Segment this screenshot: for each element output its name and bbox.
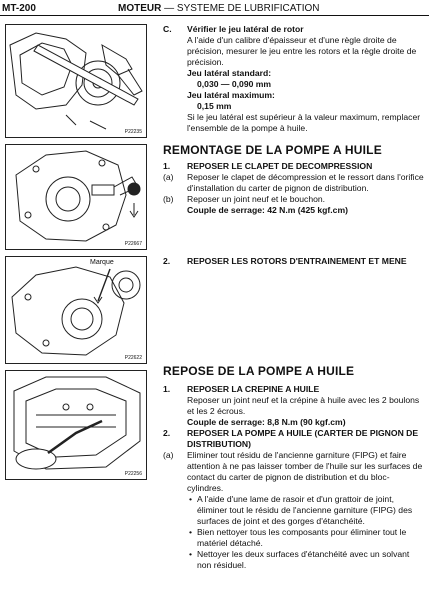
bullet-text: Nettoyer les deux surfaces d'étanchéité avec un solvant non résiduel. — [197, 549, 410, 570]
repose-step-1 — [163, 384, 425, 395]
figure-oil-strainer — [5, 370, 147, 480]
step-title: REPOSER LA CREPINE A HUILE — [187, 384, 320, 394]
standard-clearance-label: Jeu latéral standard: — [187, 68, 272, 78]
bullet-icon: • — [189, 549, 193, 559]
bullet-icon: • — [189, 494, 193, 504]
substep-text: Eliminer tout résidu de l'ancienne garniture (FIPG) et faire attention à ne pas laisser tomber de l'huile sur les surfaces de contact du carter de pignon de distribution et du bloc-cylindres. — [187, 450, 423, 493]
repose-block — [163, 384, 425, 571]
remontage-substep-a — [163, 172, 425, 194]
figure-rotors — [5, 256, 147, 364]
repose-substep-a — [163, 450, 425, 494]
remontage-step-2 — [163, 256, 425, 267]
oil-strainer-illustration — [6, 371, 146, 479]
step-title: REPOSER LA POMPE A HUILE (CARTER DE PIGNON DE DISTRIBUTION) — [187, 428, 419, 449]
bullet-text: A l'aide d'une lame de rasoir et d'un grattoir de joint, éliminer tout le résidu de l'ancienne garniture (FIPG) des surfaces de joint et des gorges d'étanchéité. — [197, 494, 413, 526]
remontage-step-1 — [163, 161, 425, 172]
substep-label: (b) — [163, 194, 174, 204]
rotors-illustration — [6, 257, 146, 363]
check-step — [163, 24, 425, 35]
step-title: REPOSER LE CLAPET DE DECOMPRESSION — [187, 161, 373, 171]
step-title: REPOSER LES ROTORS D'ENTRAINEMENT ET MENE — [187, 256, 407, 266]
check-text: A l'aide d'un calibre d'épaisseur et d'une règle droite de précision, mesurer le jeu entre les rotors et la règle droite de précision. — [187, 35, 417, 67]
bullet-text: Bien nettoyer tous les composants pour éliminer tout le matériel détaché. — [197, 527, 407, 548]
figure-code: P22235 — [124, 129, 142, 135]
figure-rotor-clearance — [5, 24, 147, 138]
remontage-substep-b — [163, 194, 425, 205]
max-clearance-label: Jeu latéral maximum: — [187, 90, 275, 100]
step-number: 1. — [163, 161, 171, 171]
repose-heading: REPOSE DE LA POMPE A HUILE — [163, 364, 355, 378]
max-clearance-value: 0,15 mm — [197, 101, 232, 111]
bullet-item — [163, 527, 425, 549]
header-section: MOTEUR — [118, 3, 162, 14]
check-letter: C. — [163, 24, 172, 34]
header-rule — [0, 15, 429, 16]
repose-step-2 — [163, 428, 425, 450]
repose-step-1-torque: Couple de serrage: 8,8 N.m (90 kgf.cm) — [187, 417, 346, 427]
bullet-item — [163, 549, 425, 571]
substep-label: (a) — [163, 450, 174, 460]
standard-clearance-value: 0,030 — 0,090 mm — [197, 79, 272, 89]
header-subsection: SYSTEME DE LUBRIFICATION — [176, 3, 320, 14]
callout-marque: Marque — [90, 259, 114, 266]
remontage-block — [163, 161, 425, 216]
check-title: Vérifier le jeu latéral de rotor — [187, 24, 304, 34]
bullet-icon: • — [189, 527, 193, 537]
figure-relief-valve — [5, 144, 147, 250]
figure-code: P22256 — [124, 471, 142, 477]
figure-code: P22622 — [124, 355, 142, 361]
check-block — [163, 24, 425, 134]
substep-label: (a) — [163, 172, 174, 182]
rotor-clearance-illustration — [6, 25, 146, 137]
figure-code: P22667 — [124, 241, 142, 247]
repose-step-1-text: Reposer un joint neuf et la crépine à huile avec les 2 boulons et les 2 écrous. — [187, 395, 420, 416]
bullet-item — [163, 494, 425, 527]
substep-text: Reposer un joint neuf et le bouchon. — [187, 194, 326, 204]
relief-valve-illustration — [6, 145, 146, 249]
check-note: Si le jeu latéral est supérieur à la valeur maximum, remplacer l'ensemble de la pompe à huile. — [187, 112, 421, 133]
substep-text: Reposer le clapet de décompression et le ressort dans l'orifice d'installation du carter de pignon de distribution. — [187, 172, 424, 193]
step-number: 1. — [163, 384, 171, 394]
header-title: MOTEUR — SYSTEME DE LUBRIFICATION — [118, 3, 320, 14]
page-number: MT-200 — [2, 3, 36, 14]
step-number: 2. — [163, 428, 171, 438]
remontage-torque: Couple de serrage: 42 N.m (425 kgf.cm) — [187, 205, 348, 215]
step-number: 2. — [163, 256, 171, 266]
remontage-step-2-block — [163, 256, 425, 267]
remontage-heading: REMONTAGE DE LA POMPE A HUILE — [163, 143, 382, 157]
page-header — [0, 0, 429, 18]
